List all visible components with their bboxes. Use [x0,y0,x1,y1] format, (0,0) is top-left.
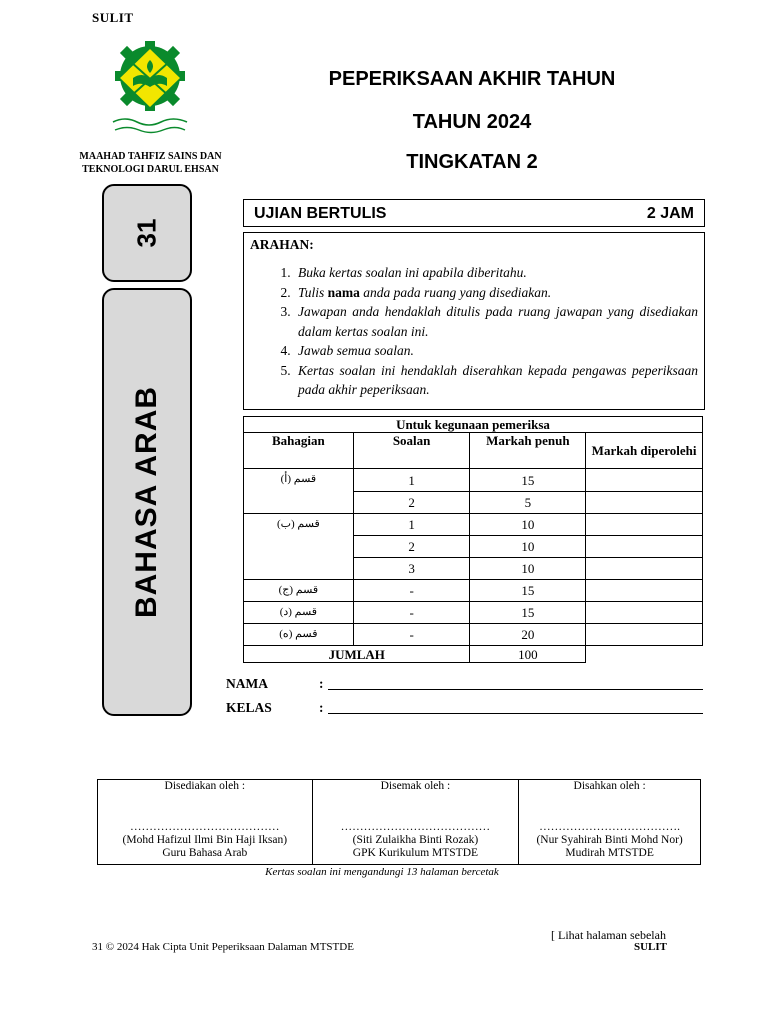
signature-title: Mudirah MTSTDE [565,847,654,859]
instructions-box [243,232,705,410]
institution-name [68,150,233,176]
signature-name: (Mohd Hafizul Ilmi Bin Haji Iksan) [122,834,288,846]
full-marks-cell: 10 [470,536,586,558]
question-cell: - [353,580,470,602]
institution-name-line1: MAAHAD TAHFIZ SAINS DAN [79,151,222,162]
test-type-box [243,199,705,227]
instruction-item: 5. Kertas soalan ini hendaklah diserahkan kepada pengawas peperiksaan pada akhir peperiksaan. [294,361,698,400]
table-row [244,602,703,624]
table-row [244,624,703,646]
institution-logo-icon [105,38,195,138]
question-cell: - [353,602,470,624]
marks-table-caption: Untuk kegunaan pemeriksa [244,417,703,433]
obtained-marks-cell[interactable] [586,580,703,602]
signature-dots: ………………………………… [340,821,491,833]
signature-table [97,779,701,865]
question-cell: 1 [353,469,470,492]
instruction-item: 2. Tulis nama anda pada ruang yang disediakan. [294,283,698,303]
col-header-markah-penuh: Markah penuh [470,433,586,469]
table-row [244,580,703,602]
instructions-list [250,263,698,400]
paper-code: 31 [131,218,162,248]
total-label: JUMLAH [244,646,470,663]
name-input-line[interactable] [328,689,703,690]
name-field [226,676,706,692]
question-cell: 1 [353,514,470,536]
name-colon: : [319,676,324,691]
page-count-note: Kertas soalan ini mengandungi 13 halaman bercetak [265,866,499,878]
obtained-marks-cell[interactable] [586,558,703,580]
signature-role: Disahkan oleh : [573,780,646,792]
instruction-item: 4. Jawab semua soalan. [294,341,698,361]
obtained-marks-cell[interactable] [586,514,703,536]
full-marks-cell: 15 [470,580,586,602]
col-header-soalan: Soalan [353,433,470,469]
section-label: قسم (أ) [244,469,354,514]
obtained-marks-cell[interactable] [586,469,703,492]
name-label: NAMA [226,676,268,691]
col-header-markah-diperolehi: Markah diperolehi [586,433,703,469]
question-cell: 2 [353,536,470,558]
header-classification: SULIT [92,10,134,25]
section-label: قسم (ج) [244,580,354,602]
signature-role: Disediakan oleh : [164,780,246,792]
total-value: 100 [470,646,586,663]
class-label: KELAS [226,700,272,715]
signature-title: GPK Kurikulum MTSTDE [352,847,479,859]
signature-prepared [98,780,313,865]
subject-name: BAHASA ARAB [130,385,163,619]
institution-name-line2: TEKNOLOGI DARUL EHSAN [82,164,219,175]
subject-box [102,288,192,716]
section-label: قسم (د) [244,602,354,624]
signature-name: (Nur Syahirah Binti Mohd Nor) [536,834,683,846]
section-label: قسم (ب) [244,514,354,580]
obtained-marks-cell[interactable] [586,602,703,624]
next-page-note: [ Lihat halaman sebelah [551,928,666,942]
class-field [226,700,706,716]
class-input-line[interactable] [328,713,703,714]
question-cell: 3 [353,558,470,580]
full-marks-cell: 5 [470,492,586,514]
signature-role: Disemak oleh : [380,780,451,792]
col-header-bahagian: Bahagian [244,433,354,469]
copyright-footer: 31 © 2024 Hak Cipta Unit Peperiksaan Dalaman MTSTDE [92,941,354,953]
question-cell: - [353,624,470,646]
full-marks-cell: 10 [470,514,586,536]
instruction-item: 3. Jawapan anda hendaklah ditulis pada ruang jawapan yang disediakan dalam kertas soalan ini. [294,302,698,341]
signature-approved [519,780,701,865]
paper-code-box [102,184,192,282]
table-row [244,514,703,536]
class-colon: : [319,700,324,715]
obtained-marks-cell[interactable] [586,624,703,646]
exam-year: TAHUN 2024 [412,111,532,133]
exam-form: TINGKATAN 2 [406,151,538,173]
instruction-emphasis: nama [327,284,360,300]
total-obtained-cell [586,646,703,663]
question-cell: 2 [353,492,470,514]
signature-title: Guru Bahasa Arab [162,847,248,859]
instruction-item: 1. Buka kertas soalan ini apabila diberitahu. [294,263,698,283]
footer-classification: SULIT [634,941,668,953]
signature-name: (Siti Zulaikha Binti Rozak) [352,834,479,846]
marks-table [243,416,703,663]
table-row [244,469,703,492]
full-marks-cell: 20 [470,624,586,646]
test-duration: 2 JAM [646,205,694,222]
signature-checked [312,780,519,865]
section-label: قسم (ه) [244,624,354,646]
test-type-label: UJIAN BERTULIS [254,205,387,222]
full-marks-cell: 15 [470,602,586,624]
instructions-title: ARAHAN: [250,237,314,252]
signature-dots: ………………………………… [130,821,280,833]
full-marks-cell: 10 [470,558,586,580]
obtained-marks-cell[interactable] [586,492,703,514]
exam-title: PEPERIKSAAN AKHIR TAHUN [328,68,616,90]
obtained-marks-cell[interactable] [586,536,703,558]
signature-dots: ………………………………. [539,821,681,833]
full-marks-cell: 15 [470,469,586,492]
total-row [244,646,703,663]
